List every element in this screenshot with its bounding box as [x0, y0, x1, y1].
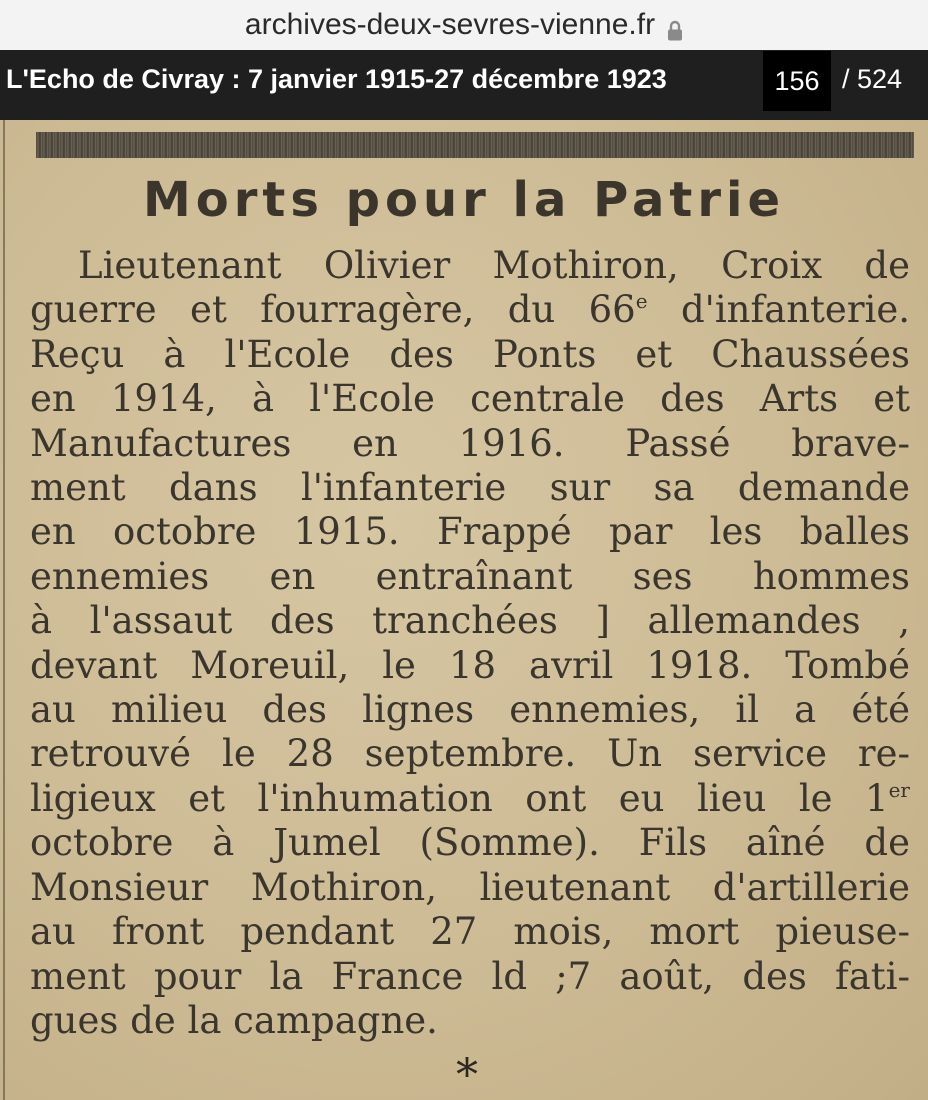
- article-line: guerre et fourragère, du 66e d'infanterie.: [30, 288, 910, 332]
- article-line: devant Moreuil, le 18 avril 1918. Tombé: [30, 643, 910, 687]
- article-line: ennemies en entraînant ses hommes: [30, 554, 910, 598]
- article-line: ment pour la France ld ;7 août, des fati-: [30, 954, 910, 998]
- section-separator: *: [456, 1050, 478, 1100]
- article-line: ligieux et l'inhumation ont eu lieu le 1er: [30, 776, 910, 820]
- newspaper-scan: [0, 120, 928, 1100]
- article-line: Reçu à l'Ecole des Ponts et Chaussées: [30, 332, 910, 376]
- article-line: Manufactures en 1916. Passé brave-: [30, 421, 910, 465]
- article-body: [30, 244, 910, 1043]
- article-heading: Morts pour la Patrie: [143, 172, 785, 228]
- article-line: au front pendant 27 mois, mort pieuse-: [30, 910, 910, 954]
- column-rule: [3, 120, 5, 1100]
- ordinal-suffix: er: [888, 777, 910, 802]
- article-line: en 1914, à l'Ecole centrale des Arts et: [30, 377, 910, 421]
- ornamental-banner: [36, 132, 914, 158]
- page-number-input[interactable]: 156: [763, 51, 831, 111]
- article-line: Monsieur Mothiron, lieutenant d'artillerie: [30, 865, 910, 909]
- ordinal-suffix: e: [635, 289, 648, 314]
- address-bar[interactable]: [0, 0, 928, 50]
- article-line: au milieu des lignes ennemies, il a été: [30, 688, 910, 732]
- url-text: archives-deux-sevres-vienne.fr: [244, 8, 656, 41]
- article-line: ment dans l'infanterie sur sa demande: [30, 466, 910, 510]
- article-line: en octobre 1915. Frappé par les balles: [30, 510, 910, 554]
- document-title: L'Echo de Civray : 7 janvier 1915-27 décembre 1923: [6, 64, 667, 94]
- article-line: à l'assaut des tranchées ] allemandes ,: [30, 599, 910, 643]
- viewer-toolbar: [0, 50, 928, 120]
- lock-icon: [667, 16, 683, 38]
- article-line: octobre à Jumel (Somme). Fils aîné de: [30, 821, 910, 865]
- article-line: gues de la campagne.: [30, 998, 438, 1042]
- article-line: Lieutenant Olivier Mothiron, Croix de: [78, 244, 910, 287]
- page-total: / 524: [842, 64, 903, 94]
- article-line: retrouvé le 28 septembre. Un service re-: [30, 732, 910, 776]
